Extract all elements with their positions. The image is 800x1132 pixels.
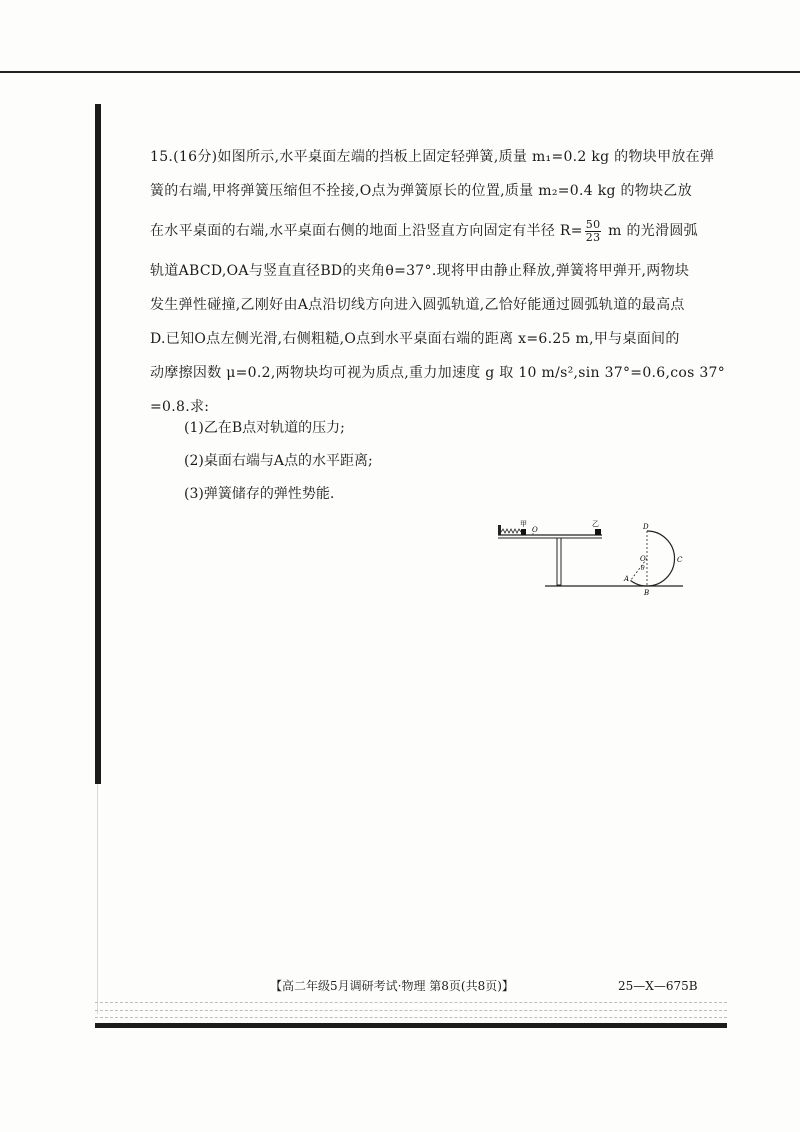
table-leg: [557, 538, 561, 585]
fraction-denominator: 23: [585, 230, 601, 244]
label-d: D: [643, 523, 649, 531]
problem-15: [150, 140, 726, 424]
label-o-table: O: [532, 526, 538, 534]
problem-line-5: 发生弹性碰撞,乙刚好由A点沿切线方向进入圆弧轨道,乙恰好能通过圆弧轨道的最高点: [150, 297, 685, 313]
top-rule: [0, 71, 800, 73]
radius-fraction: [585, 219, 602, 244]
bottom-rule: [95, 1023, 727, 1028]
subquestion-2: (2)桌面右端与A点的水平距离;: [184, 453, 373, 469]
label-b: B: [644, 589, 650, 597]
problem-line-6: D.已知O点左侧光滑,右侧粗糙,O点到水平桌面右端的距离 x=6.25 m,甲与桌面间的: [150, 331, 680, 347]
arc-dcb: [647, 531, 675, 586]
spring: [501, 529, 521, 533]
dashed-rule-1: [95, 1002, 727, 1003]
block-jia: [521, 529, 526, 535]
problem-line-3-text: 在水平桌面的右端,水平桌面右侧的地面上沿竖直方向固定有半径 R=: [150, 223, 583, 239]
page-footer: [0, 974, 800, 998]
problem-line-1: 15.(16分)如图所示,水平桌面左端的挡板上固定轻弹簧,质量 m₁=0.2 kg 的物块甲放在弹: [150, 149, 715, 165]
subquestion-3: (3)弹簧储存的弹性势能.: [184, 486, 335, 502]
fraction-numerator: 50: [585, 217, 601, 231]
footer-code: 25—X—675B: [618, 979, 698, 993]
label-theta: θ: [641, 565, 645, 572]
label-o-center: O: [640, 555, 646, 563]
label-yi: 乙: [592, 520, 599, 528]
label-jia: 甲: [520, 520, 527, 528]
label-a: A: [624, 575, 630, 583]
problem-line-7: 动摩擦因数 μ=0.2,两物块均可视为质点,重力加速度 g 取 10 m/s²,sin 37°=0.6,cos 37°: [150, 365, 726, 381]
left-margin-bar: [95, 104, 101, 784]
arc-ba: [631, 581, 648, 587]
dashed-rule-2: [95, 1010, 727, 1011]
problem-line-3: [150, 208, 698, 254]
problem-line-4: 轨道ABCD,OA与竖直直径BD的夹角θ=37°.现将甲由静止释放,弹簧将甲弹开,两物块: [150, 263, 690, 279]
footer-title: 【高二年级5月调研考试·物理 第8页(共8页)】: [270, 979, 514, 993]
dashed-rule-3: [95, 1017, 727, 1018]
problem-line-2: 簧的右端,甲将弹簧压缩但不拴接,O点为弹簧原长的位置,质量 m₂=0.4 kg 的物块乙放: [150, 183, 693, 199]
block-yi: [595, 529, 601, 535]
wall-block: [498, 525, 501, 535]
subquestion-1: (1)乙在B点对轨道的压力;: [184, 420, 345, 436]
problem-figure: [495, 515, 685, 600]
problem-line-8: =0.8.求:: [150, 399, 210, 415]
label-c: C: [677, 556, 683, 564]
problem-line-3-tail: m 的光滑圆弧: [603, 223, 698, 239]
